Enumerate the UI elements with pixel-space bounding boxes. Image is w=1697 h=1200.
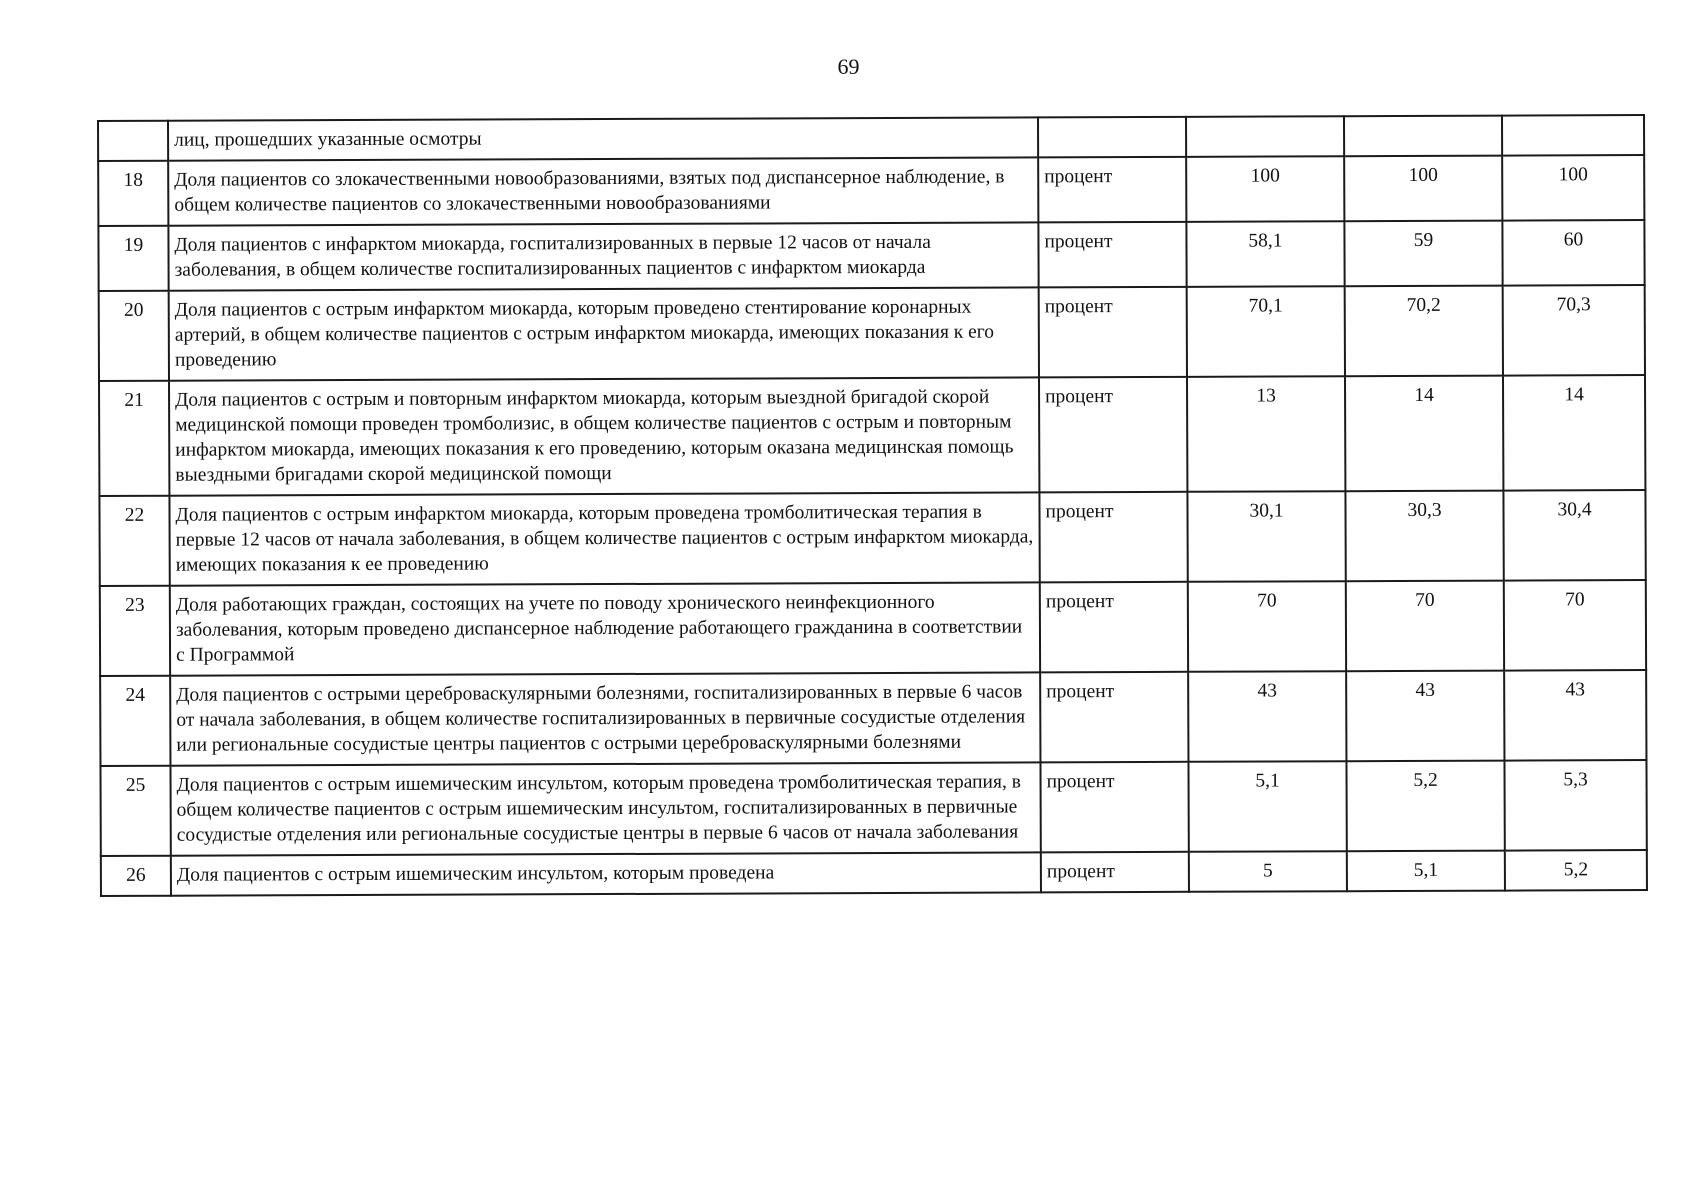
row-value-1 bbox=[1186, 116, 1344, 157]
row-unit: процент bbox=[1040, 582, 1188, 673]
row-value-2 bbox=[1344, 116, 1502, 157]
table-row bbox=[100, 670, 1646, 766]
row-description: Доля пациентов с острым инфарктом миокарда, которым проведена тромболитическая терапия в первые 12 часов от начала заболевания, в общем количестве пациентов с острым инфарктом миокарда, имеющих показания к ее проведению bbox=[169, 492, 1039, 585]
row-number: 25 bbox=[100, 766, 170, 856]
row-unit: процент bbox=[1038, 157, 1186, 223]
row-description: Доля пациентов с острым ишемическим инсультом, которым проведена тромболитическая терапия, в общем количестве пациентов с острым ишемическим инсультом, госпитализированных в первичные сосудистые отделения или региональные сосудистые центры в первые 6 часов от начала заболевания bbox=[170, 762, 1040, 855]
row-number: 26 bbox=[101, 856, 171, 896]
row-value-1: 70 bbox=[1188, 581, 1346, 672]
row-value-3: 70 bbox=[1504, 580, 1646, 671]
row-unit: процент bbox=[1039, 377, 1187, 493]
row-number: 22 bbox=[99, 496, 169, 586]
row-value-2: 14 bbox=[1345, 376, 1503, 492]
row-value-1: 30,1 bbox=[1187, 491, 1345, 582]
row-value-2: 5,2 bbox=[1346, 761, 1504, 852]
row-description: Доля пациентов с острыми цереброваскулярными болезнями, госпитализированных в первые 6 часов от начала заболевания, в общем количестве госпитализированных в первичные сосудистые отделения или региональные сосудистые центры пациентов с острыми цереброваскулярными болезнями bbox=[170, 672, 1040, 765]
row-value-3: 100 bbox=[1502, 155, 1644, 221]
table-row bbox=[98, 115, 1644, 161]
row-description: Доля пациентов с острым ишемическим инсультом, которым проведена bbox=[171, 852, 1041, 895]
row-value-1: 13 bbox=[1187, 376, 1345, 492]
row-value-1: 43 bbox=[1188, 671, 1346, 762]
indicators-table-body bbox=[98, 115, 1647, 896]
row-number: 18 bbox=[98, 161, 168, 226]
row-number: 20 bbox=[99, 291, 169, 381]
row-unit: процент bbox=[1040, 672, 1188, 763]
row-value-2: 43 bbox=[1346, 671, 1504, 762]
row-description: Доля пациентов с острым и повторным инфарктом миокарда, которым выездной бригадой скорой медицинской помощи проведен тромболизис, в общем количестве пациентов с острым и повторным инфарктом миокарда, имеющих показания к его проведению, которым оказана медицинская помощь выездными бригадами скорой медицинской помощи bbox=[169, 377, 1039, 495]
table-row bbox=[98, 155, 1644, 226]
row-unit: процент bbox=[1040, 762, 1188, 853]
row-number: 19 bbox=[98, 226, 168, 291]
row-description: лиц, прошедших указанные осмотры bbox=[168, 117, 1038, 160]
row-value-2: 59 bbox=[1344, 221, 1502, 287]
row-value-1: 5 bbox=[1189, 851, 1347, 892]
row-description: Доля пациентов со злокачественными новообразованиями, взятых под диспансерное наблюдение, в общем количестве пациентов со злокачественными новообразованиями bbox=[168, 157, 1038, 225]
table-row bbox=[101, 850, 1647, 896]
row-value-1: 5,1 bbox=[1188, 761, 1346, 852]
row-unit: процент bbox=[1039, 492, 1187, 583]
table-row bbox=[98, 220, 1644, 291]
row-value-2: 70 bbox=[1346, 581, 1504, 672]
row-value-3: 43 bbox=[1504, 670, 1646, 761]
table-row bbox=[99, 490, 1645, 586]
row-number: 23 bbox=[100, 586, 170, 676]
row-value-3: 5,3 bbox=[1504, 760, 1646, 851]
row-value-3: 14 bbox=[1503, 375, 1645, 491]
row-unit bbox=[1038, 117, 1186, 158]
row-value-1: 58,1 bbox=[1186, 221, 1344, 287]
row-value-2: 100 bbox=[1344, 156, 1502, 222]
row-number bbox=[98, 121, 168, 161]
row-value-2: 30,3 bbox=[1345, 491, 1503, 582]
table-row bbox=[100, 580, 1646, 676]
row-description: Доля пациентов с острым инфарктом миокарда, которым проведено стентирование коронарных артерий, в общем количестве пациентов с острым инфарктом миокарда, имеющих показания к его проведению bbox=[169, 287, 1039, 380]
indicators-table bbox=[97, 114, 1648, 897]
table-row bbox=[100, 760, 1646, 856]
row-unit: процент bbox=[1041, 852, 1189, 893]
row-value-3: 5,2 bbox=[1505, 850, 1647, 891]
row-description: Доля пациентов с инфарктом миокарда, госпитализированных в первые 12 часов от начала заболевания, в общем количестве госпитализированных пациентов с инфарктом миокарда bbox=[168, 222, 1038, 290]
row-value-2: 70,2 bbox=[1345, 286, 1503, 377]
row-number: 21 bbox=[99, 381, 169, 496]
row-number: 24 bbox=[100, 676, 170, 766]
row-value-3: 30,4 bbox=[1503, 490, 1645, 581]
row-value-2: 5,1 bbox=[1347, 851, 1505, 892]
row-unit: процент bbox=[1038, 222, 1186, 288]
row-value-3: 60 bbox=[1502, 220, 1644, 286]
row-description: Доля работающих граждан, состоящих на учете по поводу хронического неинфекционного заболевания, которым проведено диспансерное наблюдение работающего гражданина в соответствии с Программой bbox=[170, 582, 1040, 675]
row-value-1: 70,1 bbox=[1187, 286, 1345, 377]
row-value-1: 100 bbox=[1186, 156, 1344, 222]
row-unit: процент bbox=[1039, 287, 1187, 378]
table-row bbox=[99, 375, 1645, 496]
row-value-3 bbox=[1502, 115, 1644, 156]
page-number: 69 bbox=[837, 54, 860, 79]
table-row bbox=[99, 285, 1645, 381]
row-value-3: 70,3 bbox=[1503, 285, 1645, 376]
